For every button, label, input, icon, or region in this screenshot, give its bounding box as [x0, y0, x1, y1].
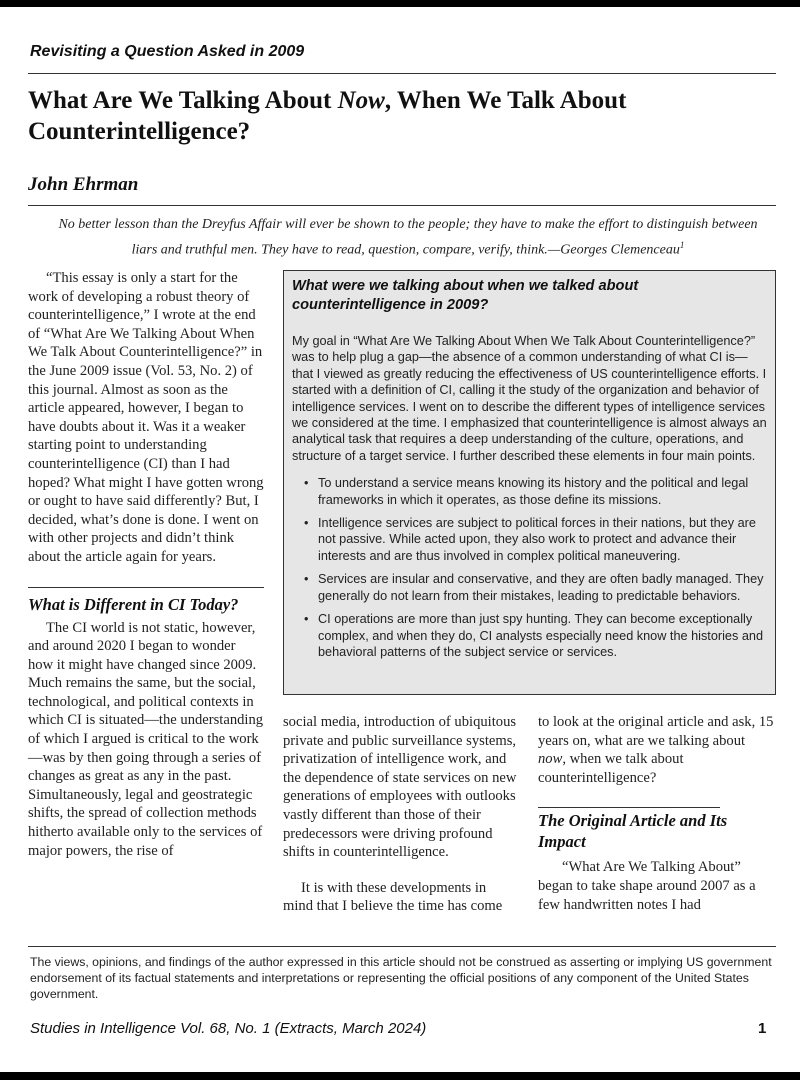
article-title — [28, 85, 748, 147]
bullet-item: • To understand a service means knowing its history and the political and legal frameworks in which it operates, as those define its missions. — [304, 476, 749, 507]
sidebar-body — [292, 333, 768, 667]
epigraph-text: No better lesson than the Dreyfus Affair will ever be shown to the people; they have to make the effort to distinguish between liars and truthful men. They have to read, question, compare, verify, think.—Georges Clemenceau — [58, 217, 758, 258]
column-3-section-paragraph: “What Are We Talking About” began to take shape around 2007 as a few handwritten notes I had — [538, 859, 756, 913]
section-heading-ci-today: What is Different in CI Today? — [28, 594, 239, 614]
epigraph-footnote-ref: 1 — [679, 240, 685, 250]
title-part-2: , When We Talk About Counterintelligence? — [28, 87, 627, 145]
section-heading-original-article: The Original Article and Its Impact — [538, 811, 728, 852]
sidebar-paragraph: My goal in “What Are We Talking About When We Talk About Counterintelligence?” was to help plug a gap—the absence of a common understanding of what CI is—that I viewed as greatly reducing the effectiveness of US counterintelligence efforts. I started with a definition of CI, calling it the study of the organization and behavior of intelligence services. I went on to describe the different types of intelligence services we considered at the time. I emphasized that counterintelligence is almost always an analytical task that requires a deep understanding of the culture, operations, and structure of a target service. I further described these elements in four main points. — [292, 334, 767, 463]
kicker: Revisiting a Question Asked in 2009 — [30, 43, 305, 60]
bullet-icon: • — [304, 572, 309, 587]
title-part-1: What Are We Talking About — [28, 87, 338, 114]
column-3-paragraph: to look at the original article and ask, 15 years on, what are we talking about now, when we talk about counterintelligence? — [538, 714, 774, 786]
bullet-icon: • — [304, 612, 309, 627]
bullet-item: • Intelligence services are subject to political forces in their nations, but they are not passive. While acted upon, they also work to protect and advance their interests and are thus involved in complex political maneuvering. — [304, 516, 756, 563]
title-italic: Now — [337, 87, 385, 114]
article-page — [0, 7, 800, 1072]
disclaimer: The views, opinions, and findings of the author expressed in this article should not be construed as asserting or implying US government endorsement of its factual statements and interpretations or representing the official positions of any component of the United States government. — [30, 955, 772, 1001]
sidebar-title: What were we talking about when we talked about counterintelligence in 2009? — [292, 278, 639, 313]
column-1 — [28, 269, 264, 860]
column-2-paragraph-1: social media, introduction of ubiquitous private and public surveillance systems, privatization of intelligence work, and the dependence of state services on new generations of employees with outlooks vastly different than those of their predecessors were driving profound shifts in counterintelligence. — [283, 714, 517, 861]
bullet-icon: • — [304, 476, 309, 491]
column-3 — [538, 713, 774, 914]
intro-paragraph: “This essay is only a start for the work of developing a robust theory of counterintelligence,” I wrote at the end of “What Are We Talking About When We Talk About Counterintelligence?” in the June 2009 issue (Vol. 53, No. 2) of this journal. Almost as soon as the article appeared, however, I began to have doubts about it. Was it a weaker starting point to understanding counterintelligence (CI) than I had hoped? What might I have gotten wrong or ought to have said differently? But, I decided, what’s done is done. I went on with other projects and didn’t think about the article again for years. — [28, 270, 264, 565]
section-paragraph: The CI world is not static, however, and around 2020 I began to wonder how it might have changed since 2009. Much remains the same, but the social, technological, and political contexts in which CI is situated—the understanding of which I argued is critical to the work—was by then going through a series of changes as great as any in the past. Simultaneously, legal and geostrategic shifts, the spread of collection methods hitherto available only to the services of major powers, the rise of — [28, 619, 264, 859]
column-2-paragraph-2: It is with these developments in mind that I believe the time has come — [283, 879, 503, 915]
bullet-icon: • — [304, 516, 309, 531]
bullet-item: • Services are insular and conservative, and they are often badly managed. They generally do not learn from their mistakes, leading to predictable behaviors. — [304, 572, 764, 603]
author-divider — [28, 205, 776, 206]
author-name: John Ehrman — [28, 174, 139, 195]
footer-divider — [28, 946, 776, 947]
header-divider — [28, 73, 776, 74]
sidebar-box — [283, 270, 776, 695]
bullet-item: • CI operations are more than just spy hunting. They can become exceptionally complex, and when they do, CI analysts especially need know the histories and behavioral patterns of the subject service or services. — [304, 612, 764, 659]
section-divider — [538, 807, 720, 808]
page-number: 1 — [758, 1020, 767, 1037]
epigraph — [48, 215, 768, 261]
section-divider — [28, 587, 264, 588]
sidebar-bullet-list — [292, 475, 768, 660]
column-2 — [283, 713, 519, 916]
journal-citation: Studies in Intelligence Vol. 68, No. 1 (Extracts, March 2024) — [30, 1020, 427, 1037]
